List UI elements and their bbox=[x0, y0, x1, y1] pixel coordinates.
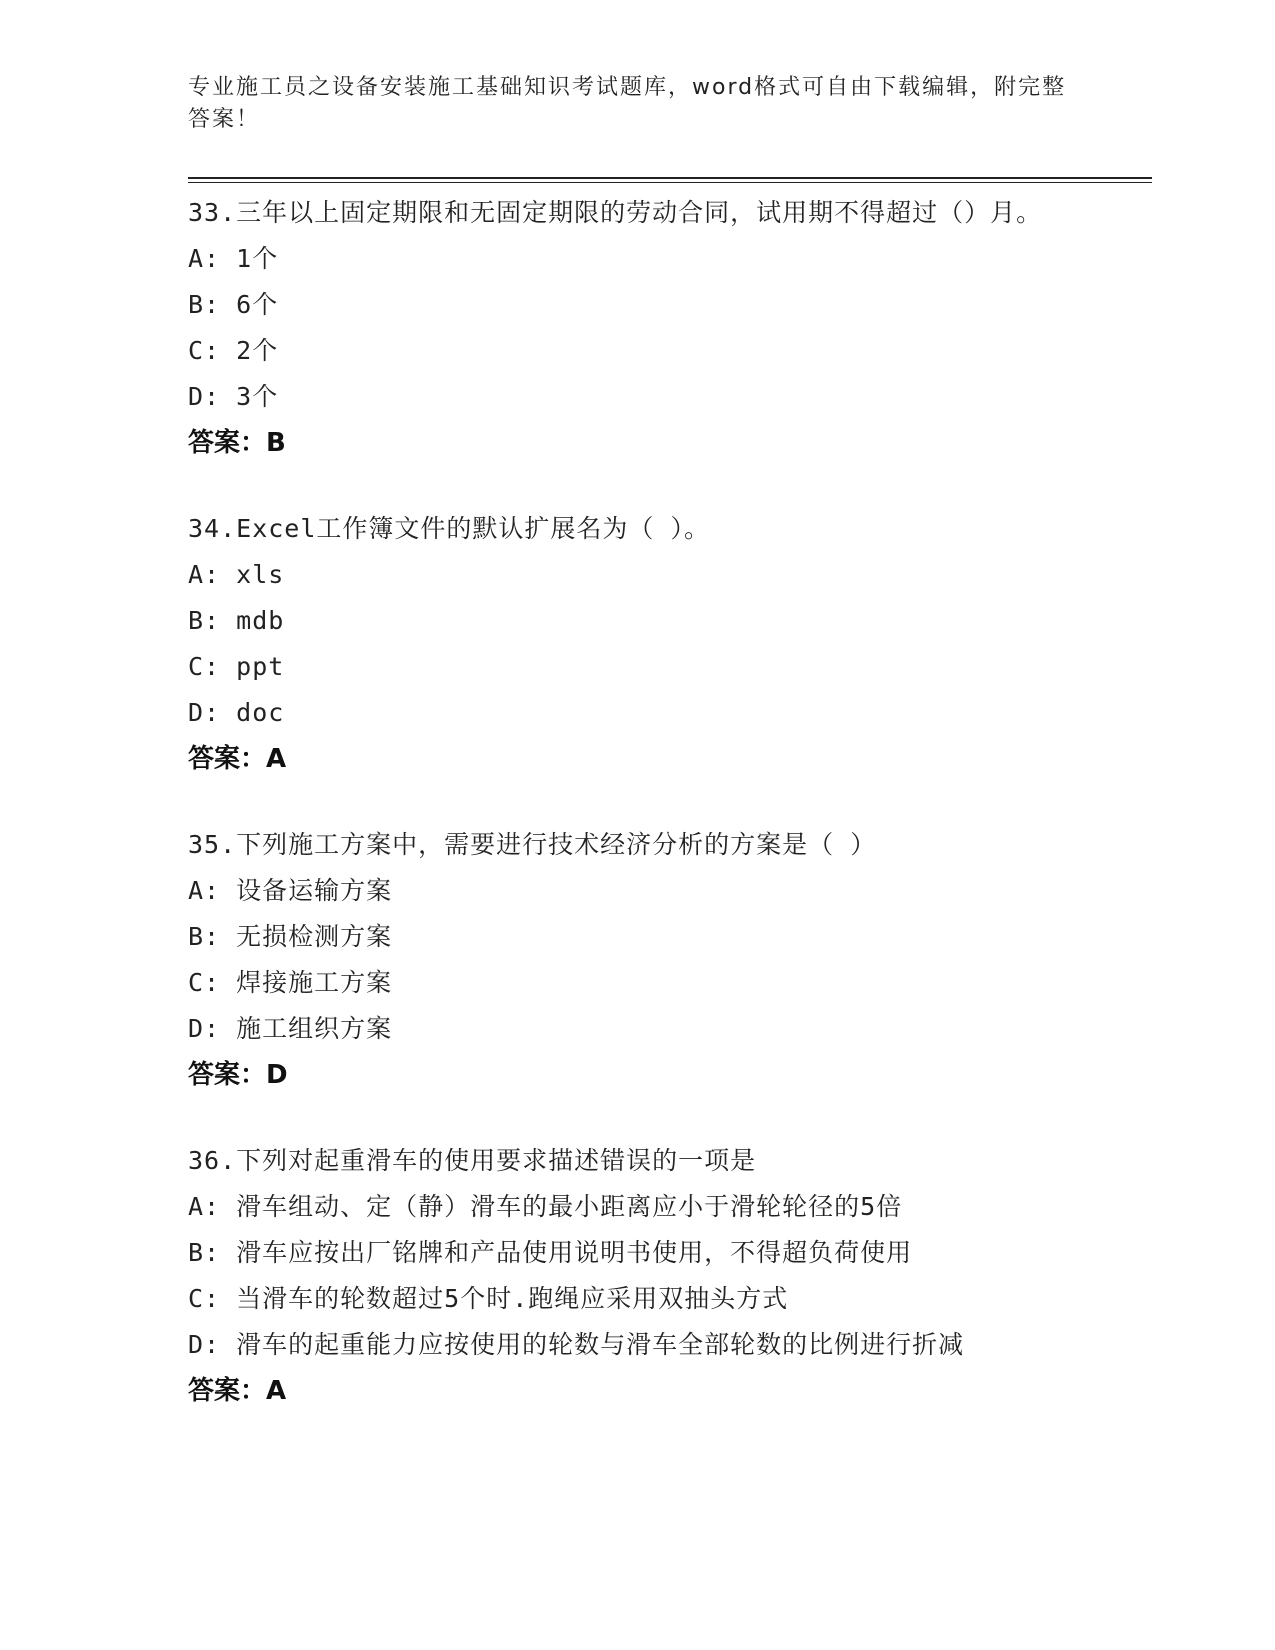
option-d: D: 施工组织方案 bbox=[188, 1014, 393, 1043]
answer-label: 答案：D bbox=[188, 1060, 288, 1090]
header-divider-top bbox=[188, 177, 1152, 179]
option-d: D: doc bbox=[188, 698, 285, 727]
option-b: B: mdb bbox=[188, 606, 285, 635]
option-c: C: 焊接施工方案 bbox=[188, 968, 393, 997]
answer-label: 答案：A bbox=[188, 1376, 287, 1406]
option-c: C: ppt bbox=[188, 652, 285, 681]
option-b: B: 6个 bbox=[188, 290, 279, 319]
option-a: A: xls bbox=[188, 560, 285, 589]
question-stem: 34.Excel工作簿文件的默认扩展名为（ ）。 bbox=[188, 514, 710, 543]
option-b: B: 无损检测方案 bbox=[188, 922, 393, 951]
answer-label: 答案：A bbox=[188, 744, 287, 774]
option-c: C: 当滑车的轮数超过5个时.跑绳应采用双抽头方式 bbox=[188, 1284, 789, 1313]
option-a: A: 设备运输方案 bbox=[188, 876, 393, 905]
question-34 bbox=[188, 506, 1088, 782]
question-35 bbox=[188, 822, 1088, 1098]
answer-label: 答案：B bbox=[188, 428, 286, 458]
option-d: D: 滑车的起重能力应按使用的轮数与滑车全部轮数的比例进行折减 bbox=[188, 1330, 965, 1359]
option-b: B: 滑车应按出厂铭牌和产品使用说明书使用，不得超负荷使用 bbox=[188, 1238, 913, 1267]
question-stem: 33.三年以上固定期限和无固定期限的劳动合同，试用期不得超过（）月。 bbox=[188, 198, 1043, 227]
option-d: D: 3个 bbox=[188, 382, 279, 411]
question-33 bbox=[188, 190, 1088, 466]
option-a: A: 1个 bbox=[188, 244, 279, 273]
question-stem: 35.下列施工方案中，需要进行技术经济分析的方案是（ ） bbox=[188, 830, 877, 859]
option-c: C: 2个 bbox=[188, 336, 279, 365]
question-stem: 36.下列对起重滑车的使用要求描述错误的一项是 bbox=[188, 1146, 757, 1175]
question-list bbox=[188, 190, 1088, 1454]
header-divider-bottom bbox=[188, 182, 1152, 183]
document-header: 专业施工员之设备安装施工基础知识考试题库，word格式可自由下载编辑，附完整答案！ bbox=[188, 75, 1067, 132]
option-a: A: 滑车组动、定（静）滑车的最小距离应小于滑轮轮径的5倍 bbox=[188, 1192, 903, 1221]
question-36 bbox=[188, 1138, 1088, 1414]
